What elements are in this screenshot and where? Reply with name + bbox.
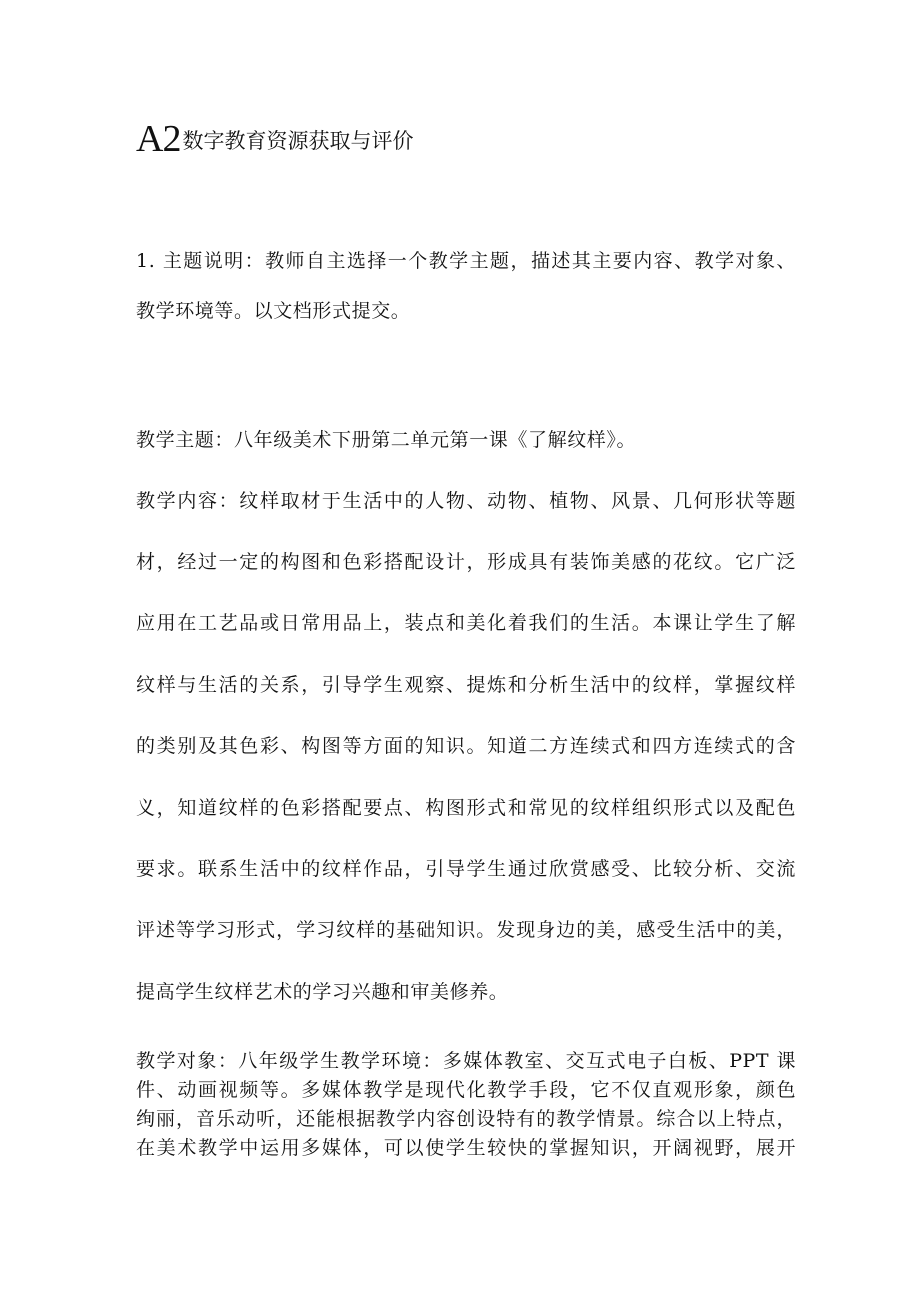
- content-line-8: 评述等学习形式，学习纹样的基础知识。发现身边的美，感受生活中的美，: [136, 919, 796, 941]
- document-title: [136, 120, 413, 158]
- section1-line-1: 1. 主题说明：教师自主选择一个教学主题，描述其主要内容、教学对象、: [136, 250, 796, 272]
- content-line-2: 材，经过一定的构图和色彩搭配设计，形成具有装饰美感的花纹。它广泛: [136, 551, 796, 573]
- audience-paragraph: [136, 1047, 796, 1163]
- teaching-topic: 教学主题：八年级美术下册第二单元第一课《了解纹样》。: [136, 429, 637, 451]
- content-line-5: 的类别及其色彩、构图等方面的知识。知道二方连续式和四方连续式的含: [136, 735, 796, 757]
- section1-line-2: 教学环境等。以文档形式提交。: [136, 300, 411, 322]
- title-code: A2: [136, 118, 181, 160]
- content-line-1: 教学内容：纹样取材于生活中的人物、动物、植物、风景、几何形状等题: [136, 490, 796, 512]
- audience-line-4: 在美术教学中运用多媒体，可以使学生较快的掌握知识，开阔视野，展开: [136, 1137, 796, 1159]
- content-line-4: 纹样与生活的关系，引导学生观察、提炼和分析生活中的纹样，掌握纹样: [136, 674, 796, 696]
- content-line-7: 要求。联系生活中的纹样作品，引导学生通过欣赏感受、比较分析、交流: [136, 858, 796, 880]
- audience-line-3: 绚丽，音乐动听，还能根据教学内容创设特有的教学情景。综合以上特点，: [136, 1108, 796, 1130]
- audience-line-2: 件、动画视频等。多媒体教学是现代化教学手段，它不仅直观形象，颜色: [136, 1079, 796, 1101]
- title-text: 数字教育资源获取与评价: [182, 129, 414, 153]
- content-line-6: 义，知道纹样的色彩搭配要点、构图形式和常见的纹样组织形式以及配色: [136, 797, 796, 819]
- audience-line-1: 教学对象：八年级学生教学环境：多媒体教室、交互式电子白板、PPT 课: [136, 1050, 796, 1072]
- content-line-9: 提高学生纹样艺术的学习兴趣和审美修养。: [136, 981, 509, 1003]
- content-line-3: 应用在工艺品或日常用品上，装点和美化着我们的生活。本课让学生了解: [136, 612, 796, 634]
